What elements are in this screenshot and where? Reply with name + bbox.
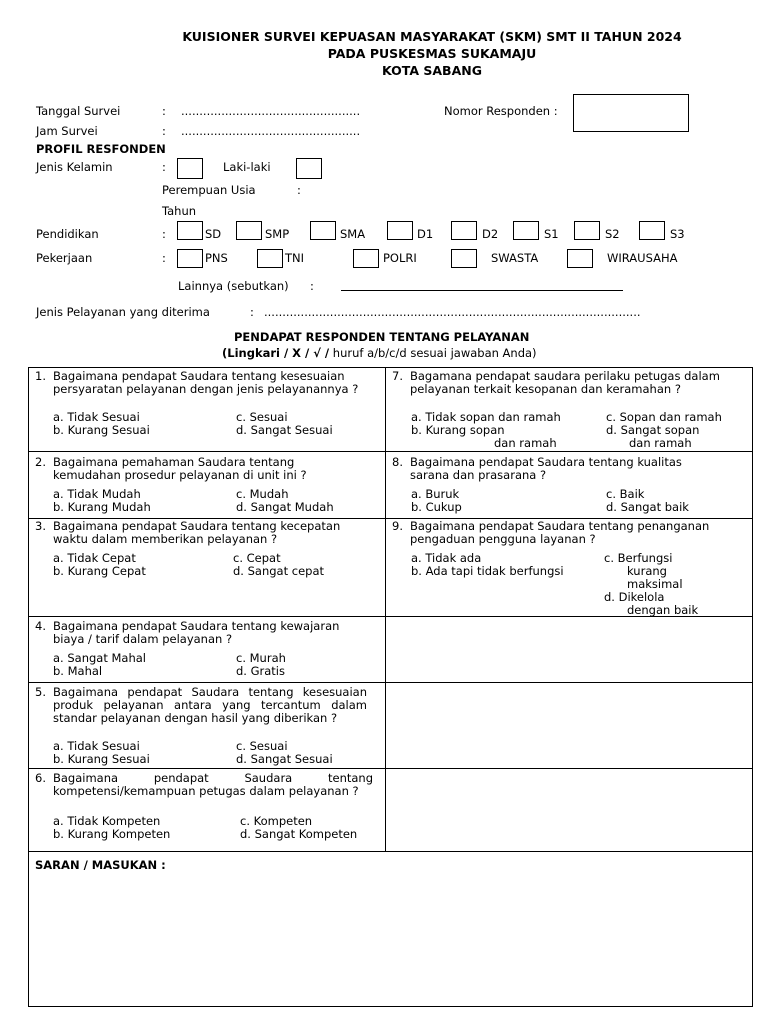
q3-option-c[interactable]: c. Cepat: [233, 551, 281, 565]
pendidikan-s1-label: S1: [544, 227, 559, 241]
form-title-line1: KUISIONER SURVEI KEPUASAN MASYARAKAT (SKM) SMT II TAHUN 2024: [182, 29, 682, 44]
q2-option-c[interactable]: c. Mudah: [236, 487, 289, 501]
pekerjaan-pns-checkbox[interactable]: [177, 249, 203, 268]
q7-text: Bagamana pendapat saudara perilaku petugas dalam pelayanan terkait kesopanan dan keramahan ?: [410, 369, 720, 396]
jam-survei-label: Jam Survei: [36, 124, 98, 138]
question-1: [35, 370, 365, 396]
pekerjaan-wirausaha-checkbox[interactable]: [567, 249, 593, 268]
perempuan-checkbox[interactable]: [296, 158, 322, 179]
q3-text: Bagaimana pendapat Saudara tentang kecepatan waktu dalam memberikan pelayanan ?: [53, 519, 341, 546]
pendidikan-s3-checkbox[interactable]: [639, 221, 665, 240]
question-3: [35, 520, 375, 546]
pekerjaan-tni-label: TNI: [285, 251, 305, 265]
q8-text: Bagaimana pendapat Saudara tentang kualitas sarana dan prasarana ?: [410, 455, 682, 482]
jam-colon: :: [162, 124, 166, 138]
q6-option-a[interactable]: a. Tidak Kompeten: [53, 814, 161, 828]
q8-option-c[interactable]: c. Baik: [606, 487, 645, 501]
lainnya-colon: :: [310, 279, 314, 293]
q5-text: Bagaimana pendapat Saudara tentang kesesuaian produk pelayanan antara yang tercantum dalam standar pelayanan dengan hasil yang diberikan ?: [53, 685, 367, 725]
question-8: [392, 456, 722, 482]
q4-number: 4.: [35, 619, 46, 633]
q8-option-a[interactable]: a. Buruk: [411, 487, 460, 501]
jenis-pelayanan-field[interactable]: .......................................................................................................: [264, 305, 641, 319]
row-divider-5: [29, 768, 752, 769]
q2-text: Bagaimana pemahaman Saudara tentang kemudahan prosedur pelayanan di unit ini ?: [53, 455, 307, 482]
laki-laki-checkbox[interactable]: [177, 158, 203, 179]
jam-survei-field[interactable]: .................................................: [181, 124, 361, 138]
q2-option-a[interactable]: a. Tidak Mudah: [53, 487, 141, 501]
question-9: [392, 520, 712, 546]
pekerjaan-polri-checkbox[interactable]: [353, 249, 379, 268]
pekerjaan-tni-checkbox[interactable]: [257, 249, 283, 268]
nomor-responden-label: Nomor Responden :: [444, 104, 558, 118]
pekerjaan-label: Pekerjaan: [36, 251, 93, 265]
tanggal-survei-label: Tanggal Survei: [36, 104, 121, 118]
q4-option-b[interactable]: b. Mahal: [53, 664, 103, 678]
q1-option-d[interactable]: d. Sangat Sesuai: [236, 423, 333, 437]
question-7: [392, 370, 744, 396]
q4-text: Bagaimana pendapat Saudara tentang kewajaran biaya / tarif dalam pelayanan ?: [53, 619, 340, 646]
q5-number: 5.: [35, 685, 46, 699]
section-title: PENDAPAT RESPONDEN TENTANG PELAYANAN: [234, 330, 530, 344]
row-divider-1: [29, 451, 752, 452]
pendidikan-smp-checkbox[interactable]: [236, 221, 262, 240]
jenis-kelamin-label: Jenis Kelamin: [36, 160, 113, 174]
q8-number: 8.: [392, 455, 403, 469]
tanggal-colon: :: [162, 104, 166, 118]
q7-option-b[interactable]: b. Kurang sopan: [411, 423, 505, 437]
q7-option-d[interactable]: d. Sangat sopan: [606, 423, 700, 437]
q3-option-a[interactable]: a. Tidak Cepat: [53, 551, 136, 565]
q6-text: Bagaimana pendapat Saudara tentang kompetensi/kemampuan petugas dalam pelayanan ?: [53, 771, 373, 798]
question-6: [35, 772, 373, 798]
q7-number: 7.: [392, 369, 403, 383]
q6-option-b[interactable]: b. Kurang Kompeten: [53, 827, 171, 841]
grid-center-divider: [385, 368, 386, 851]
q9-option-c[interactable]: c. Berfungsi: [604, 551, 673, 565]
q1-option-a[interactable]: a. Tidak Sesuai: [53, 410, 140, 424]
pendidikan-label: Pendidikan: [36, 227, 99, 241]
pekerjaan-polri-label: POLRI: [383, 251, 417, 265]
form-title-line2: PADA PUSKESMAS SUKAMAJU: [327, 46, 537, 61]
q8-option-b[interactable]: b. Cukup: [411, 500, 462, 514]
q9-option-b[interactable]: b. Ada tapi tidak berfungsi: [411, 564, 564, 578]
q5-option-d[interactable]: d. Sangat Sesuai: [236, 752, 333, 766]
q5-option-a[interactable]: a. Tidak Sesuai: [53, 739, 140, 753]
pekerjaan-swasta-checkbox[interactable]: [451, 249, 477, 268]
pendidikan-s3-label: S3: [670, 227, 685, 241]
pekerjaan-wirausaha-label: WIRAUSAHA: [607, 251, 678, 265]
q1-option-c[interactable]: c. Sesuai: [236, 410, 288, 424]
perempuan-usia-label: Perempuan Usia: [162, 183, 256, 197]
q5-option-c[interactable]: c. Sesuai: [236, 739, 288, 753]
q9-option-a[interactable]: a. Tidak ada: [411, 551, 482, 565]
q8-option-d[interactable]: d. Sangat baik: [606, 500, 689, 514]
row-divider-6: [29, 851, 752, 852]
jenis-pelayanan-label: Jenis Pelayanan yang diterima: [36, 305, 210, 319]
question-2: [35, 456, 365, 482]
q1-option-b[interactable]: b. Kurang Sesuai: [53, 423, 150, 437]
pendidikan-colon: :: [162, 227, 166, 241]
q7-option-b-cont: dan ramah: [494, 436, 557, 450]
pendidikan-d1-label: D1: [417, 227, 434, 241]
lainnya-label: Lainnya (sebutkan): [178, 279, 289, 293]
q9-option-c-cont2: maksimal: [627, 577, 683, 591]
pendidikan-sd-checkbox[interactable]: [177, 221, 203, 240]
pendidikan-sma-checkbox[interactable]: [310, 221, 336, 240]
q1-text: Bagaimana pendapat Saudara tentang kesesuaian persyaratan pelayanan dengan jenis pelayanannya ?: [53, 369, 359, 396]
form-title-line3: KOTA SABANG: [382, 63, 482, 78]
q2-number: 2.: [35, 455, 46, 469]
lainnya-input-line[interactable]: [341, 290, 623, 291]
question-grid: [28, 367, 753, 1007]
q6-option-c[interactable]: c. Kompeten: [240, 814, 313, 828]
q6-number: 6.: [35, 771, 46, 785]
saran-masukan-area[interactable]: [29, 873, 752, 1005]
q1-number: 1.: [35, 369, 46, 383]
nomor-responden-box[interactable]: [573, 94, 689, 132]
q5-option-b[interactable]: b. Kurang Sesuai: [53, 752, 150, 766]
section-instruction: [222, 346, 537, 360]
q6-option-d[interactable]: d. Sangat Kompeten: [240, 827, 358, 841]
pendidikan-s2-checkbox[interactable]: [574, 221, 600, 240]
pendidikan-sd-label: SD: [205, 227, 222, 241]
profil-responden-heading: PROFIL RESFONDEN: [36, 142, 166, 156]
q2-option-b[interactable]: b. Kurang Mudah: [53, 500, 151, 514]
pendidikan-d2-checkbox[interactable]: [451, 221, 477, 240]
tahun-label: Tahun: [162, 204, 197, 218]
tanggal-survei-field[interactable]: .................................................: [181, 104, 361, 118]
q9-option-d-cont: dengan baik: [627, 603, 699, 617]
q9-text: Bagaimana pendapat Saudara tentang penanganan pengaduan pengguna layanan ?: [410, 519, 710, 546]
q9-number: 9.: [392, 519, 403, 533]
pendidikan-d1-checkbox[interactable]: [387, 221, 413, 240]
pendidikan-sma-label: SMA: [340, 227, 366, 241]
row-divider-4: [29, 682, 752, 683]
q3-option-d[interactable]: d. Sangat cepat: [233, 564, 325, 578]
pekerjaan-colon: :: [162, 251, 166, 265]
question-5: [35, 686, 367, 725]
laki-laki-label: Laki-laki: [223, 160, 271, 174]
q9-option-d[interactable]: d. Dikelola: [604, 590, 665, 604]
pendidikan-d2-label: D2: [482, 227, 499, 241]
q3-option-b[interactable]: b. Kurang Cepat: [53, 564, 146, 578]
q7-option-a[interactable]: a. Tidak sopan dan ramah: [411, 410, 561, 424]
q3-number: 3.: [35, 519, 46, 533]
q4-option-c[interactable]: c. Murah: [236, 651, 286, 665]
q2-option-d[interactable]: d. Sangat Mudah: [236, 500, 334, 514]
usia-colon: :: [297, 183, 301, 197]
pendidikan-s2-label: S2: [605, 227, 620, 241]
pekerjaan-pns-label: PNS: [205, 251, 228, 265]
pendidikan-smp-label: SMP: [265, 227, 290, 241]
question-4: [35, 620, 345, 646]
q9-option-c-cont1: kurang: [627, 564, 667, 578]
q4-option-a[interactable]: a. Sangat Mahal: [53, 651, 147, 665]
q7-option-d-cont: dan ramah: [629, 436, 692, 450]
q4-option-d[interactable]: d. Gratis: [236, 664, 285, 678]
jenis-kelamin-colon: :: [162, 160, 166, 174]
instruction-text: huruf a/b/c/d sesuai jawaban Anda): [329, 346, 537, 360]
pendidikan-s1-checkbox[interactable]: [513, 221, 539, 240]
jenis-pelayanan-colon: :: [250, 305, 254, 319]
instruction-marks: (Lingkari / X / √ /: [222, 346, 330, 360]
pekerjaan-swasta-label: SWASTA: [491, 251, 539, 265]
q7-option-c[interactable]: c. Sopan dan ramah: [606, 410, 722, 424]
saran-masukan-label: SARAN / MASUKAN :: [35, 858, 166, 872]
